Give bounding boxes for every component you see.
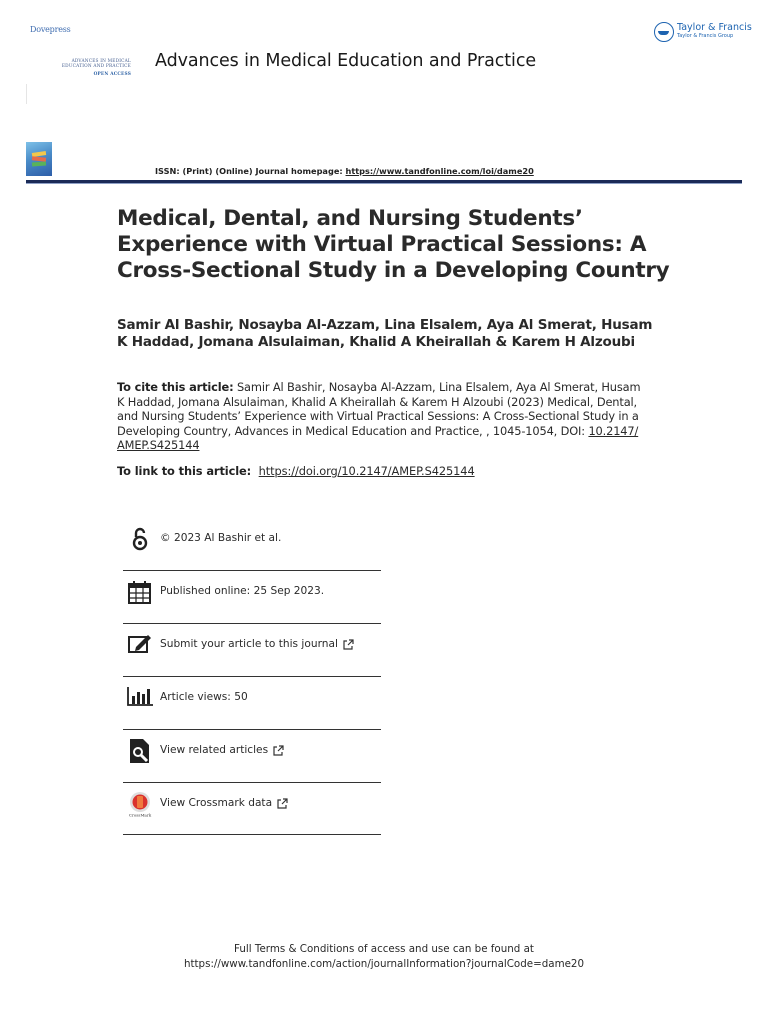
related-text[interactable] bbox=[160, 744, 284, 756]
external-link-icon bbox=[343, 639, 354, 650]
crossmark-link[interactable]: View Crossmark data bbox=[160, 797, 273, 809]
info-divider bbox=[123, 834, 381, 835]
cover-line-2: EDUCATION AND PRACTICE bbox=[61, 64, 131, 70]
copyright-text: © 2023 Al Bashir et al. bbox=[160, 532, 282, 544]
link-label: To link to this article: bbox=[117, 464, 252, 478]
article-authors: Samir Al Bashir, Nosayba Al-Azzam, Lina Elsalem, Aya Al Smerat, Husam K Haddad, Jomana Alsulaiman, Khalid A Kheirallah & Karem H Alzoubi bbox=[117, 317, 653, 350]
issn-line bbox=[155, 166, 534, 176]
cover-line-1: ADVANCES IN MEDICAL bbox=[71, 59, 131, 64]
bar-chart-icon bbox=[127, 685, 153, 711]
cite-doi-link[interactable]: 10.2147/ AMEP.S425144 bbox=[117, 423, 639, 453]
related-link[interactable]: View related articles bbox=[160, 744, 269, 756]
issn-label: ISSN: (Print) (Online) Journal homepage: bbox=[155, 166, 343, 176]
terms-line-1: Full Terms & Conditions of access and use can be found at bbox=[234, 943, 534, 955]
edit-icon bbox=[127, 632, 153, 658]
journal-title: Advances in Medical Education and Practice bbox=[155, 51, 537, 71]
external-link-icon bbox=[277, 798, 288, 809]
info-divider bbox=[123, 570, 381, 571]
article-doi-link[interactable]: https://doi.org/10.2147/AMEP.S425144 bbox=[258, 464, 475, 478]
open-access-icon bbox=[127, 526, 153, 552]
citation-block bbox=[117, 380, 647, 453]
publisher-group: Taylor & Francis Group bbox=[677, 33, 734, 39]
taylor-francis-logo[interactable] bbox=[654, 22, 752, 42]
terms-footer bbox=[0, 942, 768, 972]
book-stack-icon bbox=[31, 148, 47, 170]
article-title: Medical, Dental, and Nursing Students’ Experience with Virtual Practical Sessions: A Cross-Sectional Study in a Developing Country bbox=[117, 206, 670, 283]
publisher-name: Taylor & Francis bbox=[677, 22, 752, 33]
crossmark-icon-label: CrossMark bbox=[128, 812, 152, 817]
submit-text[interactable] bbox=[160, 638, 354, 650]
cite-label: To cite this article: bbox=[117, 380, 234, 394]
taylor-francis-emblem-icon bbox=[654, 22, 674, 42]
crossmark-icon bbox=[127, 791, 153, 817]
journal-homepage-link[interactable]: https://www.tandfonline.com/loi/dame20 bbox=[345, 166, 534, 176]
cover-open-access: OPEN ACCESS bbox=[93, 71, 131, 77]
submit-link[interactable]: Submit your article to this journal bbox=[160, 638, 338, 650]
info-divider bbox=[123, 623, 381, 624]
info-divider bbox=[123, 729, 381, 730]
calendar-icon bbox=[127, 579, 153, 605]
published-text: Published online: 25 Sep 2023. bbox=[160, 585, 325, 597]
info-divider bbox=[123, 676, 381, 677]
terms-url[interactable]: https://www.tandfonline.com/action/journalInformation?journalCode=dame20 bbox=[183, 958, 585, 970]
views-text: Article views: 50 bbox=[160, 691, 248, 703]
info-divider bbox=[123, 782, 381, 783]
cite-text: Samir Al Bashir, Nosayba Al-Azzam, Lina Elsalem, Aya Al Smerat, Husam K Haddad, Jomana Alsulaiman, Khalid A Kheirallah & Karem H Alzoubi (2023) Medical, Dental, and Nursing Students’ Experience with Virtual Practical Sessions: A Cross-Sectional Study in a Developing Country, Advances in Medical Education and Practice, , 1045-1054, DOI: bbox=[117, 380, 641, 438]
related-articles-icon bbox=[127, 738, 153, 764]
crossmark-text[interactable] bbox=[160, 797, 288, 809]
article-link-line bbox=[117, 464, 475, 478]
header-rule-accent bbox=[26, 183, 742, 184]
journal-cover-wordmark bbox=[55, 59, 131, 77]
cover-divider bbox=[26, 84, 27, 104]
crossmark-row[interactable] bbox=[123, 791, 381, 843]
dovepress-logo: Dovepress bbox=[30, 25, 71, 34]
external-link-icon bbox=[273, 745, 284, 756]
